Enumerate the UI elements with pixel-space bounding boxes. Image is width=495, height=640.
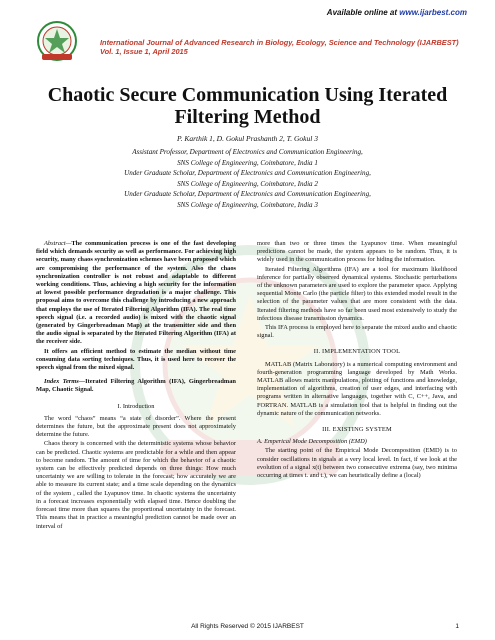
paper-title: Chaotic Secure Communication Using Iterated Filtering Method: [47, 84, 448, 128]
paragraph: MATLAB (Matrix Laboratory) is a numerical computing environment and fourth-generation programming language developed by Math Works. MATLAB allows matrix manipulations, plotting of functions and knowledge, implementation of algorithms, creation of user edges, and interfacing with programs written in alternative languages, together with C, C++, Java, and FORTRAN. MATLAB is a simulation tool that is helpful in finding out the dynamic nature of the communication networks.: [257, 360, 457, 417]
section-heading: II. IMPLEMENTATION TOOL: [313, 348, 401, 356]
section-heading: I. Introduction: [117, 402, 155, 410]
paragraph: Iterated Filtering Algorithms (IFA) are a tool for maximum likelihood inference for partially observed dynamical systems. Stochastic perturbations of the unknown parameters are used to explore the parameter space. Applying sequential Monte Carlo (the particle filter) to this extended model result in the selection of the parameter values that are more consistent with the data. Iterated filtering methods have so far been used most extensively to study the infectious disease transmission dynamics.: [257, 265, 457, 322]
affiliation-line: SNS College of Engineering, Coimbatore, India 2: [177, 179, 318, 188]
abstract: [36, 240, 236, 347]
journal-logo-icon: [36, 20, 78, 62]
available-prefix: Available online at: [326, 8, 400, 17]
paragraph: more than two or three times the Lyapunov time. When meaningful predictions cannot be made, the system appears to be random. Thus, it is widely used in the communication process for hiding the information.: [257, 240, 457, 264]
affiliation-line: Under Graduate Scholar, Department of Electronics and Communication Engineering,: [124, 190, 371, 198]
paragraph: The starting point of the Empirical Mode Decomposition (EMD) is to consider oscillations in signals at a very local level. In fact, if we look at the evolution of a signal x(t) between two consecutive extrema (say, two minima occurring at times t. and t.), we can heuristically define a (local): [257, 447, 457, 480]
abstract-label: Abstract—: [44, 240, 72, 247]
paragraph: The word “chaos” means “a state of disorder”. Where the present determines the future, but the approximate present does not approximately determine the future.: [36, 414, 236, 439]
affiliation-line: Assistant Professor, Department of Electronics and Communication Engineering,: [132, 148, 363, 156]
page-number: 1: [455, 623, 459, 630]
journal-issue: Vol. 1, Issue 1, April 2015: [100, 47, 188, 56]
paper-authors: P. Karthik 1, D. Gokul Prashanth 2, T. Gokul 3: [177, 134, 318, 143]
section-heading: III. EXISTING SYSTEM: [322, 426, 392, 434]
affiliation-line: Under Graduate Scholar, Department of Electronics and Communication Engineering,: [124, 169, 371, 177]
journal-name: International Journal of Advanced Research in Biology, Ecology, Science and Technology (IJARBEST): [100, 38, 459, 47]
affiliations: [0, 148, 495, 211]
abstract-continued: It offers an efficient method to estimate the median without time consuming data sorting techniques. Thus, it is used here to recover the speech signal from the mixed signal.: [36, 347, 236, 372]
paragraph: Chaos theory is concerned with the deterministic systems whose behavior can be predicted. Chaotic systems are predictable for a while and then appear to become random. The amount of time for which the behavior of a chaotic system can be effectively predicted depends on three things: How much uncertainty we are willing to tolerate in the forecast; how accurately we are able to measure its current state; and a time scale depending on the dynamics of the system , called the Lyapunov time. In chaotic systems the uncertainty in a forecast increases exponentially with elapsed time. Hence doubling the forecast time more than squares the proportional uncertainty in the forecast. This means that in practice a meaningful prediction cannot be made over an interval of: [36, 440, 236, 530]
footer-rights: All Rights Reserved © 2015 IJARBEST: [191, 623, 304, 630]
availability-line: [327, 8, 467, 17]
affiliation-line: SNS College of Engineering, Coimbatore, India 1: [177, 158, 318, 167]
right-column: [257, 240, 457, 481]
journal-url-link[interactable]: www.ijarbest.com: [399, 8, 467, 17]
abstract-text: The communication process is one of the fast developing field which demands security as well as performance. For achieving high security, many chaos synchronization schemes have been proposed which are compromising the performance of the system. Also the chaos synchronization controller is not robust and adaptable to different working conditions. Thus, achieving a high security for the information at lowest possible performance degradation is a major challenge. This proposal aims to overcome this challenge by introducing a new approach that employs the use of Iterated Filtering Algorithm (IFA). The real time speech signal (i.e. a recorded audio) is mixed with the chaotic signal (generated by Gingerbreadman Map) at the transmitter side and then the audio signal is separated by the Iterated Filtering Algorithm (IFA) at the receiver side.: [36, 240, 236, 346]
affiliation-line: SNS College of Engineering, Coimbatore, India 3: [177, 200, 318, 209]
subsection-heading: A. Emperical Mode Decomposition (EMD): [257, 438, 367, 446]
index-terms-text: Iterated Filtering Algorithm (IFA), Gingerbreadman Map, Chaotic Signal.: [36, 378, 236, 394]
index-terms-label: Index Terms—: [44, 378, 86, 386]
journal-header: [100, 38, 459, 56]
index-terms: [36, 378, 236, 394]
left-column: [36, 240, 236, 532]
paragraph: This IFA process is employed here to separate the mixed audio and chaotic signal.: [257, 324, 457, 340]
